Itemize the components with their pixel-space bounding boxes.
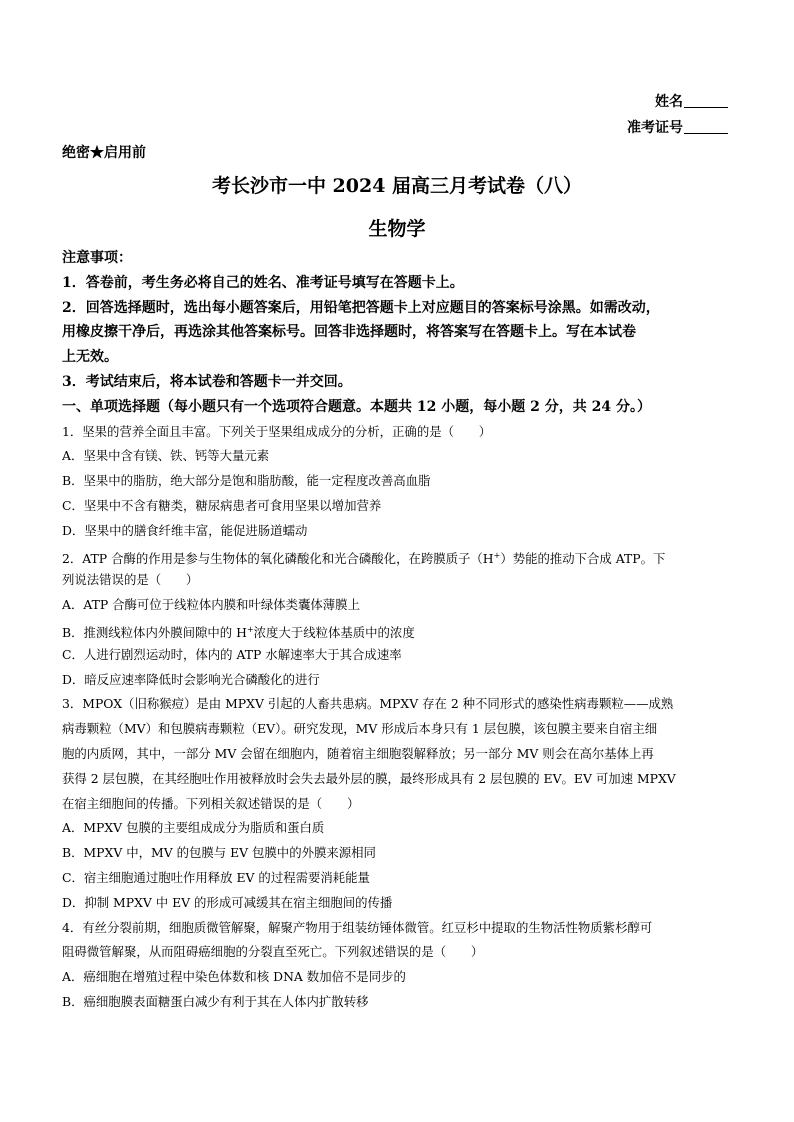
- notes-item: 2．回答选择题时，选出每小题答案后，用铅笔把答题卡上对应题目的答案标号涂黑。如需改动，: [62, 299, 660, 316]
- superscript-plus: +: [246, 624, 254, 634]
- notes-item: 上无效。: [62, 349, 118, 366]
- question-stem: 1．坚果的营养全面且丰富。下列关于坚果组成成分的分析，正确的是（ ）: [62, 423, 492, 439]
- exam-title: 考长沙市一中 2024 届高三月考试卷（八）: [211, 175, 583, 197]
- option-b: [62, 618, 738, 643]
- option-b: B．MPXV 中，MV 的包膜与 EV 包膜中的外膜来源相同: [62, 845, 376, 861]
- option-a: A．ATP 合酶可位于线粒体内膜和叶绿体类囊体薄膜上: [62, 597, 360, 613]
- notes-item: 3．考试结束后，将本试卷和答题卡一并交回。: [62, 373, 352, 390]
- option-part: B．推测线粒体内外膜间隙中的 H: [62, 624, 247, 640]
- option-b: B．坚果中的脂肪，绝大部分是饱和脂肪酸，能一定程度改善高血脂: [62, 473, 431, 489]
- option-c: C．宿主细胞通过胞吐作用释放 EV 的过程需要消耗能量: [62, 869, 370, 885]
- option-a: A．MPXV 包膜的主要组成成分为脂质和蛋白质: [62, 820, 325, 836]
- candidate-name-blank[interactable]: [684, 93, 728, 108]
- candidate-name-label: 姓名: [655, 94, 683, 110]
- candidate-id-label: 准考证号: [627, 120, 683, 136]
- question-stem-continued: 列说法错误的是（ ）: [62, 572, 199, 588]
- question-stem: [62, 544, 738, 569]
- subject-title: 生物学: [368, 218, 426, 240]
- notes-heading: 注意事项：: [62, 250, 132, 266]
- option-part: 浓度大于线粒体基质中的浓度: [253, 624, 415, 640]
- notes-item: 1．答卷前，考生务必将自己的姓名、准考证号填写在答题卡上。: [62, 274, 464, 291]
- question-stem-continued: 在宿主细胞间的传播。下列相关叙述错误的是（ ）: [62, 795, 360, 811]
- option-c: C．人进行剧烈运动时，体内的 ATP 水解速率大于其合成速率: [62, 646, 402, 662]
- notes-item: 用橡皮擦干净后，再选涂其他答案标号。回答非选择题时，将答案写在答题卡上。写在本试卷: [62, 324, 636, 341]
- question-stem: 4．有丝分裂前期，细胞质微管解聚，解聚产物用于组装纺锤体微管。红豆杉中提取的生物活性物质紫杉醇可: [62, 919, 653, 935]
- exam-content: [62, 246, 738, 1015]
- section-heading: 一、单项选择题（每小题只有一个选项符合题意。本题共 12 小题，每小题 2 分，共 24 分。）: [62, 398, 651, 415]
- stem-part: ）势能的推动下合成 ATP。下: [500, 550, 666, 566]
- candidate-id-blank[interactable]: [684, 119, 728, 134]
- question-stem-continued: 获得 2 层包膜，在其经胞吐作用被释放时会失去最外层的膜，最终形成具有 2 层包膜的 EV。EV 可加速 MPXV: [62, 770, 676, 786]
- candidate-id-field: [627, 117, 728, 137]
- option-d: D．抑制 MPXV 中 EV 的形成可减缓其在宿主细胞间的传播: [62, 894, 393, 910]
- question-stem-continued: 胞的内质网，其中，一部分 MV 会留在细胞内，随着宿主细胞裂解释放；另一部分 MV 则会在高尔基体上再: [62, 745, 654, 761]
- question-stem-continued: 病毒颗粒（MV）和包膜病毒颗粒（EV）。研究发现，MV 形成后本身只有 1 层包膜，该包膜主要来自宿主细: [62, 721, 658, 737]
- stem-part: 2．ATP 合酶的作用是参与生物体的氧化磷酸化和光合磷酸化，在跨膜质子（H: [62, 550, 494, 566]
- option-b: B．癌细胞膜表面糖蛋白减少有利于其在人体内扩散转移: [62, 993, 369, 1009]
- superscript-plus: +: [493, 550, 501, 560]
- option-c: C．坚果中不含有糖类，糖尿病患者可食用坚果以增加营养: [62, 497, 382, 513]
- option-d: D．坚果中的膳食纤维丰富，能促进肠道蠕动: [62, 522, 308, 538]
- option-a: A．癌细胞在增殖过程中染色体数和核 DNA 数加倍不是同步的: [62, 969, 406, 985]
- candidate-name-field: [655, 91, 728, 111]
- question-stem-continued: 阻碍微管解聚，从而阻碍癌细胞的分裂直至死亡。下列叙述错误的是（ ）: [62, 944, 484, 960]
- question-stem: 3．MPOX（旧称猴痘）是由 MPXV 引起的人畜共患病。MPXV 存在 2 种不同形式的感染性病毒颗粒——成熟: [62, 696, 674, 712]
- secret-mark: 绝密★启用前: [62, 145, 146, 161]
- option-d: D．暗反应速率降低时会影响光合磷酸化的进行: [62, 671, 320, 687]
- option-a: A．坚果中含有镁、铁、钙等大量元素: [62, 448, 270, 464]
